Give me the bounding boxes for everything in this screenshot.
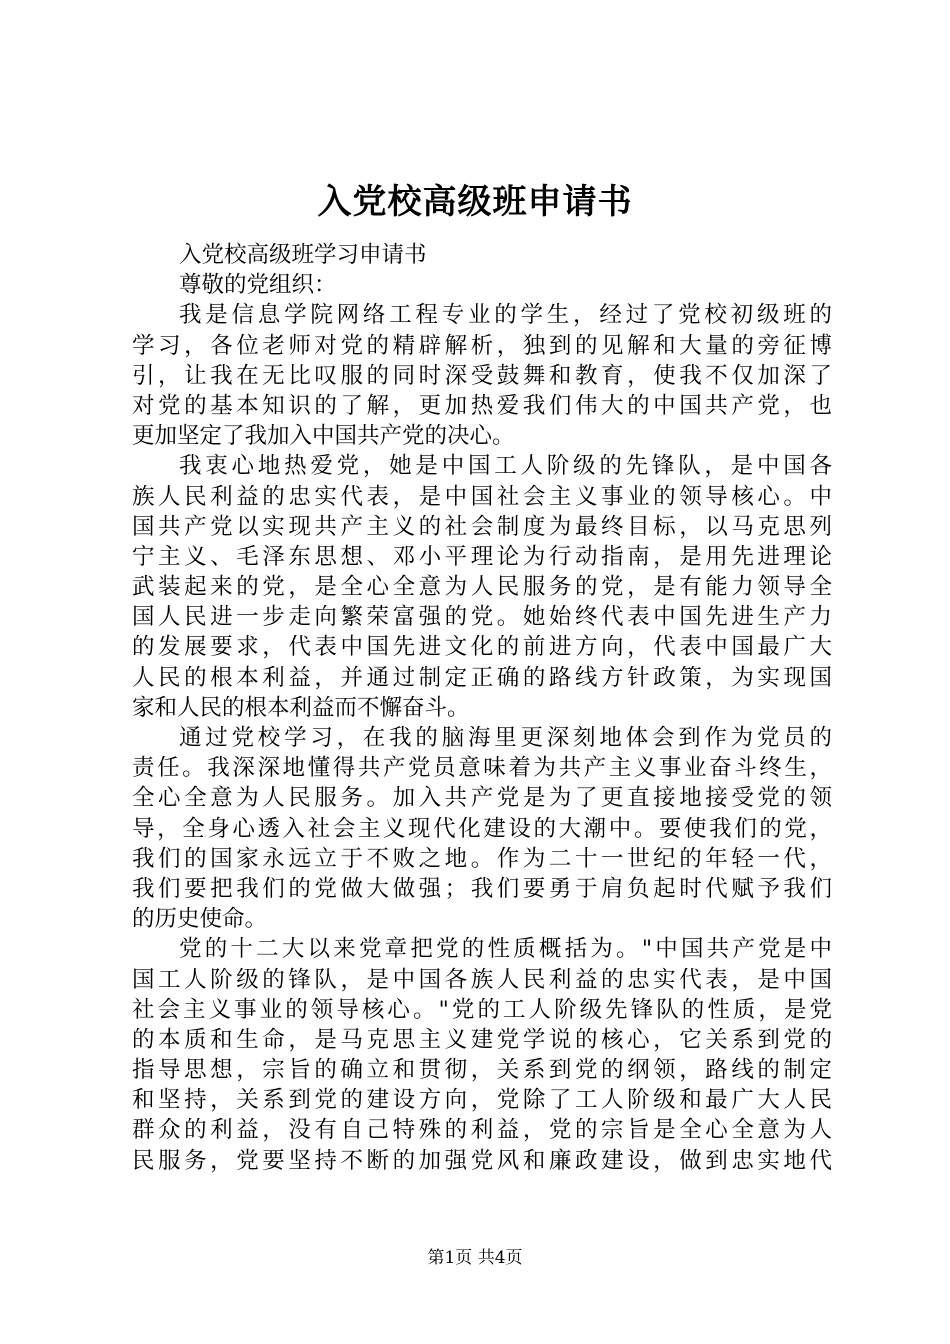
document-title: 入党校高级班申请书 bbox=[317, 182, 633, 222]
text-line: 的发展要求，代表中国先进文化的前进方向，代表中国最广大 bbox=[132, 634, 832, 661]
text-line: 我是信息学院网络工程专业的学生，经过了党校初级班的 bbox=[179, 302, 832, 329]
text-line: 我们的国家永远立于不败之地。作为二十一世纪的年轻一代， bbox=[132, 845, 832, 872]
text-line: 人民的根本利益，并通过制定正确的路线方针政策，为实现国 bbox=[132, 664, 832, 691]
text-line: 群众的利益，没有自己特殊的利益，党的宗旨是全心全意为人 bbox=[132, 1117, 832, 1144]
text-line: 通过党校学习，在我的脑海里更深刻地体会到作为党员的 bbox=[179, 725, 832, 751]
text-line: 导，全身心透入社会主义现代化建设的大潮中。要使我们的党， bbox=[132, 815, 832, 842]
document-body bbox=[132, 240, 832, 1176]
text-line: 的本质和生命，是马克思主义建党学说的核心，它关系到党的 bbox=[132, 1026, 832, 1053]
text-line: 国人民进一步走向繁荣富强的党。她始终代表中国先进生产力 bbox=[132, 604, 832, 631]
text-line: 指导思想，宗旨的确立和贯彻，关系到党的纲领，路线的制定 bbox=[132, 1057, 832, 1084]
text-line: 尊敬的党组织： bbox=[179, 272, 337, 299]
text-line: 更加坚定了我加入中国共产党的决心。 bbox=[132, 423, 515, 450]
text-line: 和坚持，关系到党的建设方向，党除了工人阶级和最广大人民 bbox=[132, 1087, 832, 1114]
text-line: 宁主义、毛泽东思想、邓小平理论为行动指南，是用先进理论 bbox=[132, 543, 832, 570]
text-line: 国工人阶级的锋队，是中国各族人民利益的忠实代表，是中国 bbox=[132, 966, 832, 993]
text-line: 家和人民的根本利益而不懈奋斗。 bbox=[132, 694, 470, 721]
text-line: 国共产党以实现共产主义的社会制度为最终目标，以马克思列 bbox=[132, 513, 832, 540]
page-footer: 第1页 共4页 bbox=[427, 1248, 523, 1268]
text-line: 入党校高级班学习申请书 bbox=[179, 242, 427, 268]
text-line: 全心全意为人民服务。加入共产党是为了更直接地接受党的领 bbox=[132, 785, 832, 812]
text-line: 社会主义事业的领导核心。"党的工人阶级先锋队的性质，是党 bbox=[132, 996, 832, 1023]
text-line: 族人民利益的忠实代表，是中国社会主义事业的领导核心。中 bbox=[132, 483, 832, 510]
text-line: 责任。我深深地懂得共产党员意味着为共产主义事业奋斗终生， bbox=[132, 755, 832, 782]
text-line: 武装起来的党，是全心全意为人民服务的党，是有能力领导全 bbox=[132, 574, 832, 601]
text-line: 我们要把我们的党做大做强；我们要勇于肩负起时代赋予我们 bbox=[132, 875, 832, 902]
text-line: 民服务，党要坚持不断的加强党风和廉政建设，做到忠实地代 bbox=[132, 1147, 832, 1174]
text-line: 学习，各位老师对党的精辟解析，独到的见解和大量的旁征博 bbox=[132, 332, 832, 359]
text-line: 我衷心地热爱党，她是中国工人阶级的先锋队，是中国各 bbox=[179, 453, 832, 480]
text-line: 对党的基本知识的了解，更加热爱我们伟大的中国共产党，也 bbox=[132, 392, 832, 419]
text-line: 党的十二大以来党章把党的性质概括为。"中国共产党是中 bbox=[179, 936, 832, 963]
text-line: 的历史使命。 bbox=[132, 906, 268, 933]
text-line: 引，让我在无比叹服的同时深受鼓舞和教育，使我不仅加深了 bbox=[132, 362, 832, 389]
